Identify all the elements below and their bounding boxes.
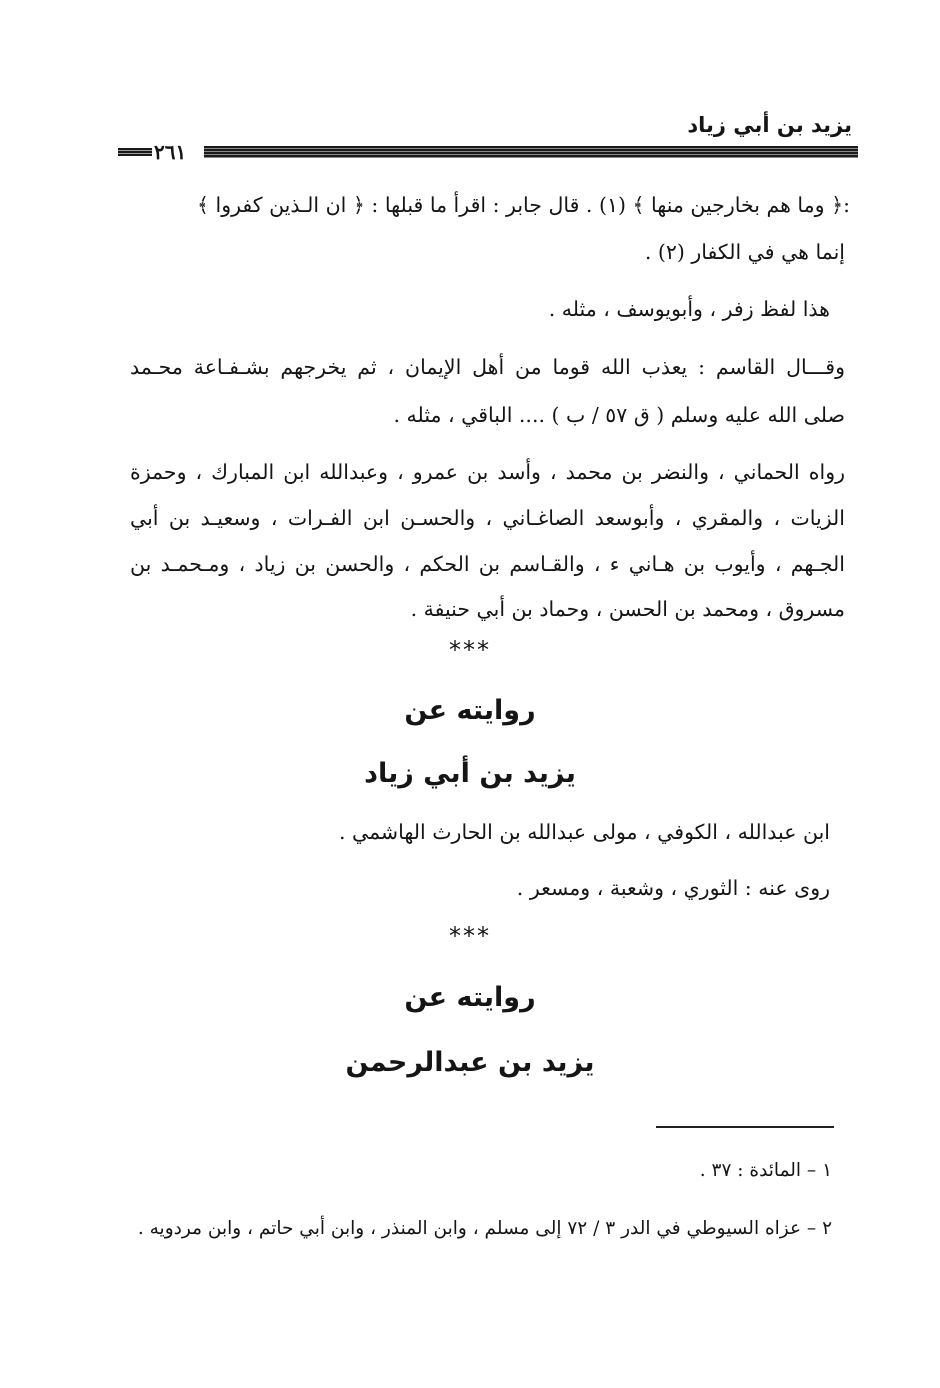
page-number: ٢٦١ [154,140,187,164]
body-line-6: رواه الحماني ، والنضر بن محمد ، وأسد بن عمرو ، وعبدالله ابن المبارك ، وحمزة [130,460,845,484]
body-line-10: ابن عبدالله ، الكوفي ، مولى عبدالله بن الحارث الهاشمي . [338,820,830,844]
section-heading-1b: يزيد بن أبي زياد [364,758,576,789]
header-bar-left [118,148,152,156]
separator-stars-2: *** [449,922,491,950]
body-line-5: صلى الله عليه وسلم ( ق ٥٧ / ب ) .... الباقي ، مثله . [393,403,845,427]
footnote-rule [656,1126,834,1128]
section-heading-2b: يزيد بن عبدالرحمن [345,1047,595,1078]
body-line-3: هذا لفظ زفر ، وأبويوسف ، مثله . [548,297,830,321]
header-rule [118,140,858,164]
body-line-8: الجـهم ، وأيوب بن هـاني ء ، والقـاسم بن الحكم ، والحسن بن زياد ، ومـحمـد بن [130,552,845,576]
section-heading-1a: روايته عن [404,695,536,726]
body-line-4: وقـــال القاسم : يعذب الله قوما من أهل الإيمان ، ثم يخرجهم بشـفـاعة محـمد [130,355,845,379]
body-line-1: :﴿ وما هم بخارجين منها ﴾ (١) . قال جابر : اقرأ ما قبلها : ﴿ ان الـذين كفروا ﴾ [197,193,850,217]
header-bar-right [204,146,858,158]
body-line-7: الزيات ، والمقري ، وأبوسعد الصاغـاني ، والحسـن ابن الفـرات ، وسعيـد بن أبي [130,506,845,530]
running-title: يزيد بن أبي زياد [687,113,852,137]
body-line-2: إنما هي في الكفار (٢) . [644,240,845,264]
separator-stars-1: *** [449,636,491,664]
footnote-1: ١ – المائدة : ٣٧ . [699,1160,832,1181]
section-heading-2a: روايته عن [404,982,536,1013]
body-line-9: مسروق ، ومحمد بن الحسن ، وحماد بن أبي حنيفة . [410,597,845,621]
footnote-2: ٢ – عزاه السيوطي في الدر ٣ / ٧٢ إلى مسلم ، وابن المنذر ، وابن أبي حاتم ، وابن مردويه . [137,1218,832,1239]
body-line-11: روى عنه : الثوري ، وشعبة ، ومسعر . [516,876,830,900]
